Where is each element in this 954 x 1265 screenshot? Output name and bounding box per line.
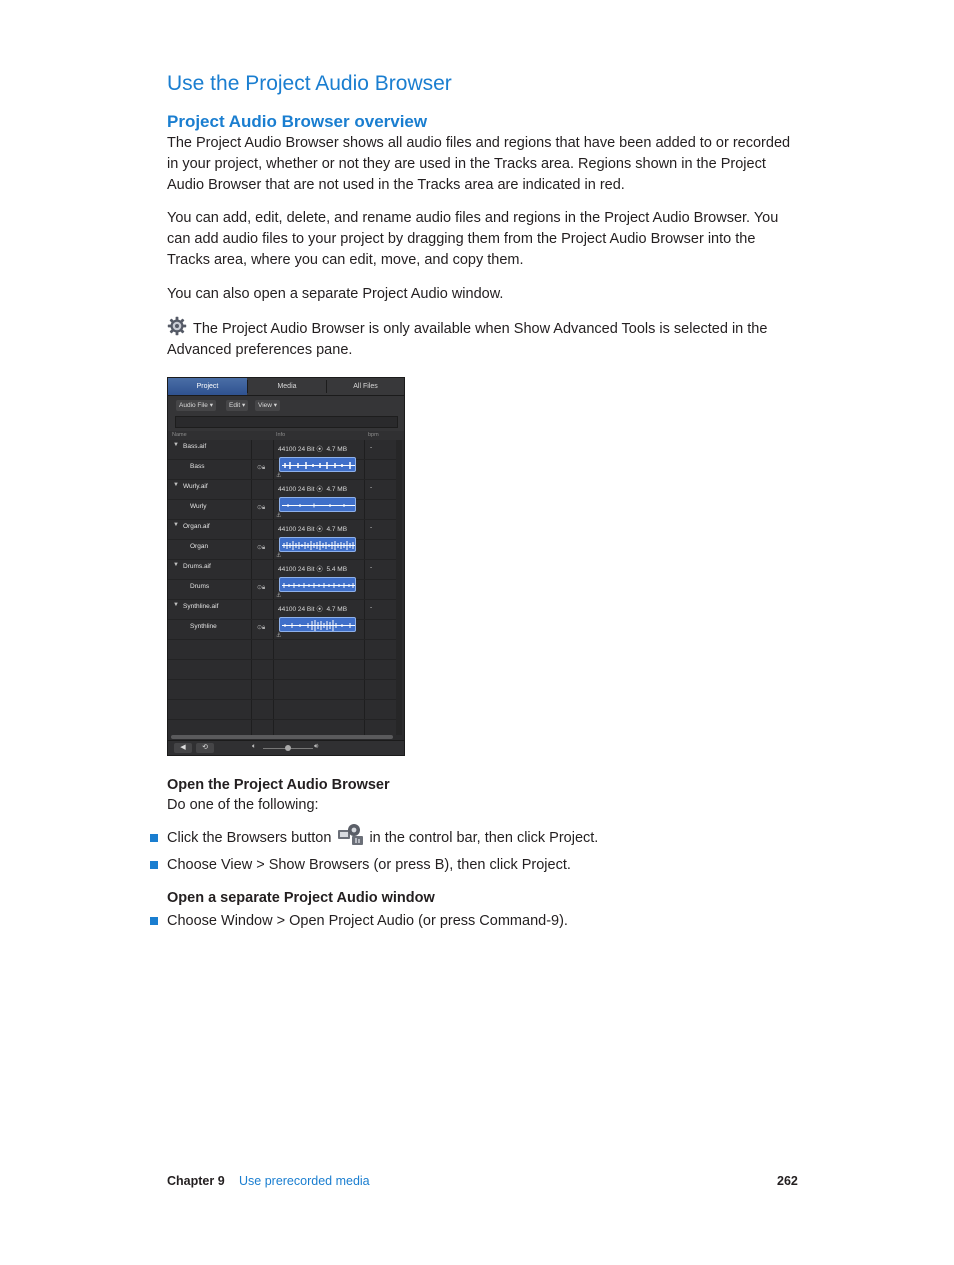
anchor-icon: ⚓︎ xyxy=(276,593,282,599)
region-name[interactable]: Organ xyxy=(190,543,209,550)
open-browser-intro: Do one of the following: xyxy=(167,797,319,813)
volume-low-icon: 🔈︎ xyxy=(252,743,257,750)
paragraph-edit: You can add, edit, delete, and rename audio files and regions in the Project Audio Browser. You can add audio files to your project by dragging them from the Project Audio Browser into the Tracks area, where you can edit, move, and copy them. xyxy=(167,210,779,268)
page-number: 262 xyxy=(777,1174,798,1188)
audio-file-name[interactable]: Wurly.aif xyxy=(183,483,208,490)
search-field[interactable] xyxy=(175,416,398,428)
volume-slider-knob[interactable] xyxy=(285,745,291,751)
audio-file-bpm: - xyxy=(370,484,373,491)
tab-media[interactable]: Media xyxy=(277,383,297,390)
browser-tab-bar xyxy=(168,378,404,396)
row-divider xyxy=(168,599,396,600)
footer-chapter-link[interactable]: Use prerecorded media xyxy=(239,1174,370,1188)
anchor-icon: ⚓︎ xyxy=(276,513,282,519)
column-info[interactable]: Info xyxy=(276,432,286,438)
edit-menu[interactable]: Edit ▾ xyxy=(226,400,248,411)
lock-icon: ⊙🔒︎ xyxy=(257,625,266,631)
audio-file-bpm: - xyxy=(370,604,373,611)
lock-icon: ⊙🔒︎ xyxy=(257,505,266,511)
tab-all-files[interactable]: All Files xyxy=(353,383,378,390)
anchor-icon: ⚓︎ xyxy=(276,633,282,639)
audio-file-info: 44100 24 Bit ⦿ 4.7 MB xyxy=(278,526,348,533)
disclosure-triangle-icon[interactable]: ▼ xyxy=(173,442,179,448)
bullet-show-browsers: Choose View > Show Browsers (or press B), then click Project. xyxy=(167,857,571,873)
browsers-button-icon xyxy=(337,822,365,846)
note-text: The Project Audio Browser is only available when Show Advanced Tools is selected in the Advanced preferences pane. xyxy=(167,321,768,358)
audio-region-waveform[interactable] xyxy=(279,617,356,632)
vertical-scrollbar[interactable] xyxy=(396,440,402,735)
open-browser-heading: Open the Project Audio Browser xyxy=(167,777,390,793)
bullet-marker xyxy=(150,834,158,842)
audio-file-name[interactable]: Drums.aif xyxy=(183,563,211,570)
footer-chapter: Chapter 9 xyxy=(167,1174,225,1188)
lock-icon: ⊙🔒︎ xyxy=(257,465,266,471)
tab-project[interactable]: Project xyxy=(168,378,247,395)
anchor-icon: ⚓︎ xyxy=(276,553,282,559)
audio-file-name[interactable]: Synthline.aif xyxy=(183,603,219,610)
audio-file-menu[interactable]: Audio File ▾ xyxy=(176,400,216,411)
audio-region-waveform[interactable] xyxy=(279,497,356,512)
browser-bottom-bar xyxy=(168,740,404,756)
region-name[interactable]: Drums xyxy=(190,583,210,590)
paragraph-overview: The Project Audio Browser shows all audio files and regions that have been added to or recorded in your project, whether or not they are used in the Tracks area. Regions shown in the Project Audio Browser that are not used in the Tracks area are indicated in red. xyxy=(167,135,791,193)
bullet-open-project-audio: Choose Window > Open Project Audio (or press Command-9). xyxy=(167,913,568,929)
region-name[interactable]: Bass xyxy=(190,463,205,470)
disclosure-triangle-icon[interactable]: ▼ xyxy=(173,602,179,608)
project-audio-browser-screenshot xyxy=(167,377,405,756)
audio-region-waveform[interactable] xyxy=(279,577,356,592)
bullet-browsers-button: Click the Browsers button in the control bar, then click Project. xyxy=(167,828,598,848)
row-divider xyxy=(168,719,396,720)
audio-region-waveform[interactable] xyxy=(279,457,356,472)
row-divider xyxy=(168,699,396,700)
row-divider xyxy=(168,659,396,660)
audio-file-name[interactable]: Organ.aif xyxy=(183,523,210,530)
bullet-marker xyxy=(150,861,158,869)
column-bpm[interactable]: bpm xyxy=(368,432,379,438)
disclosure-triangle-icon[interactable]: ▼ xyxy=(173,482,179,488)
anchor-icon: ⚓︎ xyxy=(276,473,282,479)
column-divider xyxy=(273,440,274,735)
audio-file-list xyxy=(168,440,404,735)
audio-file-info: 44100 24 Bit ⦿ 4.7 MB xyxy=(278,446,348,453)
audio-region-waveform[interactable] xyxy=(279,537,356,552)
column-name[interactable]: Name xyxy=(172,432,187,438)
view-menu[interactable]: View ▾ xyxy=(255,400,280,411)
loop-icon[interactable]: ⟲ xyxy=(196,743,214,753)
open-window-heading: Open a separate Project Audio window xyxy=(167,890,435,906)
paragraph-window: You can also open a separate Project Audio window. xyxy=(167,286,504,302)
disclosure-triangle-icon[interactable]: ▼ xyxy=(173,522,179,528)
row-divider xyxy=(168,559,396,560)
disclosure-triangle-icon[interactable]: ▼ xyxy=(173,562,179,568)
audio-file-info: 44100 24 Bit ⦿ 4.7 MB xyxy=(278,606,348,613)
audio-file-bpm: - xyxy=(370,524,373,531)
horizontal-scrollbar[interactable] xyxy=(171,735,393,739)
volume-high-icon: 🔊︎ xyxy=(314,743,319,750)
region-name[interactable]: Synthline xyxy=(190,623,217,630)
bullet-marker xyxy=(150,917,158,925)
row-divider xyxy=(168,479,396,480)
audio-file-name[interactable]: Bass.aif xyxy=(183,443,207,450)
audio-file-bpm: - xyxy=(370,564,373,571)
lock-icon: ⊙🔒︎ xyxy=(257,545,266,551)
play-icon[interactable]: ◀ xyxy=(174,743,192,753)
section-heading: Project Audio Browser overview xyxy=(167,112,428,131)
row-divider xyxy=(168,639,396,640)
row-divider xyxy=(168,679,396,680)
audio-file-bpm: - xyxy=(370,444,373,451)
audio-file-info: 44100 24 Bit ⦿ 4.7 MB xyxy=(278,486,348,493)
page-title: Use the Project Audio Browser xyxy=(167,72,452,95)
region-name[interactable]: Wurly xyxy=(190,503,207,510)
column-divider xyxy=(364,440,365,735)
column-divider xyxy=(251,440,252,735)
row-divider xyxy=(168,519,396,520)
audio-file-info: 44100 24 Bit ⦿ 5.4 MB xyxy=(278,566,348,573)
lock-icon: ⊙🔒︎ xyxy=(257,585,266,591)
